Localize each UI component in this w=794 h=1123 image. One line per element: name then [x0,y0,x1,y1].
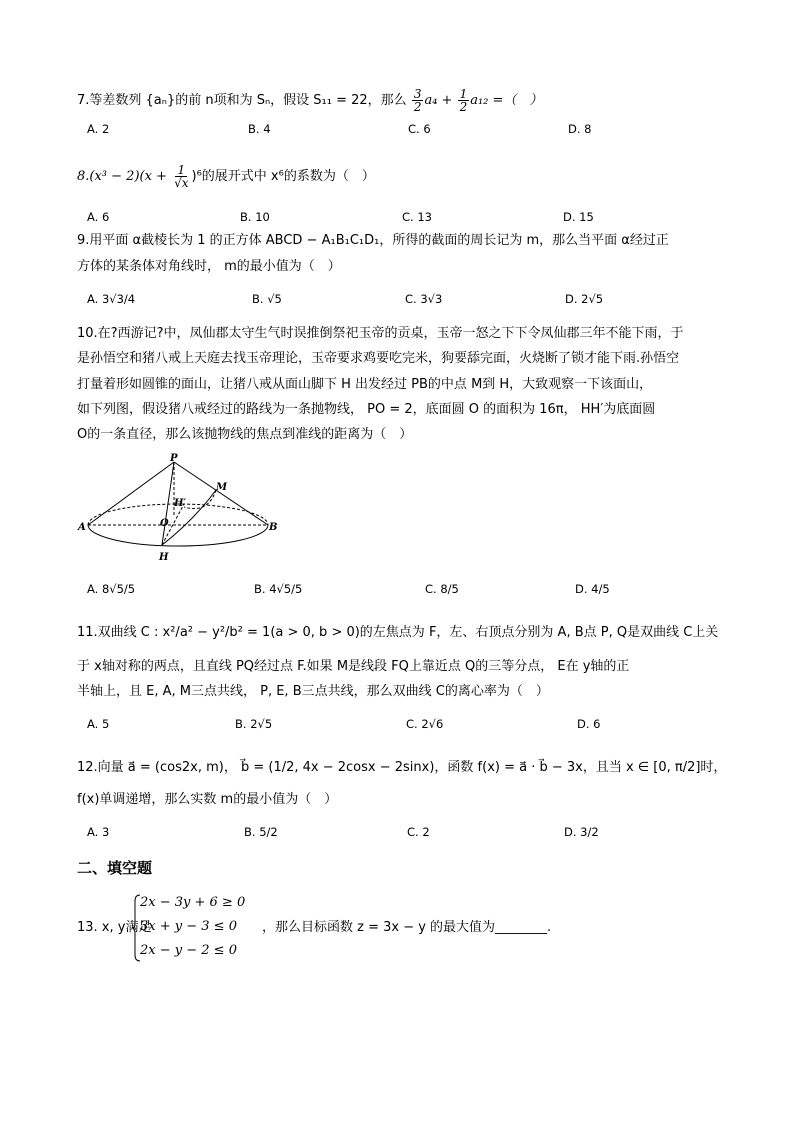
q9-option-b[interactable]: B. √5 [252,292,282,306]
question-9-line-2: 方体的某条体对角线时， m的最小值为（ ） [77,259,341,274]
q11-option-a[interactable]: A. 5 [87,717,110,731]
label-a: A [78,522,86,533]
cone-figure [76,452,280,570]
q7-option-d[interactable]: D. 8 [568,122,592,136]
cone-base-front [88,525,268,546]
q10-option-b[interactable]: B. 4√5/5 [254,582,303,596]
q7-option-b[interactable]: B. 4 [248,122,271,136]
q7-fraction-1: $\frac{3}{2}$ [413,87,422,114]
question-12-line-1: 12.向量 a⃗ = (cos2x, m)， b⃗ = (1/2, 4x − 2cosx − 2sinx)，函数 f(x) = a⃗ · b⃗ − 3x，且当 x ∈ [0, π/2]时， [77,760,727,775]
question-10-line-2: 是孙悟空和猪八戒上天庭去找玉帝理论，玉帝要求鸡要吃完米，狗要舔完面，火烧断了锁才能下雨.孙悟空 [77,351,680,366]
q12-option-d[interactable]: D. 3/2 [564,825,599,839]
q10-option-a[interactable]: A. 8√5/5 [87,582,136,596]
q10-option-d[interactable]: D. 4/5 [575,582,610,596]
q7-option-c[interactable]: C. 6 [408,122,431,136]
question-9-line-1: 9.用平面 α截棱长为 1 的正方体 ABCD − A₁B₁C₁D₁，所得的截面的周长记为 m，那么当平面 α经过正 [77,233,669,248]
question-11-line-1: 11.双曲线 C : x²/a² − y²/b² = 1(a > 0, b > 0)的左焦点为 F，左、右顶点分别为 A, B点 P, Q是双曲线 C上关 [77,625,719,640]
constraint-2: 3x + y − 3 ≤ 0 [140,919,237,934]
q8-fraction: $\frac{1}{√x}$ [174,163,189,190]
question-12-line-2: f(x)单调递增，那么实数 m的最小值为（ ） [77,792,338,807]
q7-option-a[interactable]: A. 2 [87,122,110,136]
q7-fraction-2: $\frac{1}{2}$ [459,87,468,114]
question-10-line-1: 10.在?西游记?中，凤仙郡太守生气时误推倒祭祀玉帝的贡桌，玉帝一怒之下下令凤仙郡三年不能下雨，于 [77,326,684,341]
constraint-3: 2x − y − 2 ≤ 0 [140,943,237,958]
q11-option-d[interactable]: D. 6 [577,717,601,731]
question-8: 8.(x³ − 2)(x + $\frac{1}{√x}$ )⁶的展开式中 x⁶的系数为（ ） [77,163,375,190]
label-b: B [269,522,278,533]
question-11-line-3: 半轴上，且 E, A, M三点共线， P, E, B三点共线，那么双曲线 C的离心率为（ ） [77,684,549,699]
q12-option-a[interactable]: A. 3 [87,825,110,839]
q12-option-b[interactable]: B. 5/2 [244,825,278,839]
question-10-line-3: 打量着形如圆锥的面山，让猪八戒从面山脚下 H 出发经过 PB的中点 M到 H，大致观察一下该面山， [77,377,653,392]
q9-option-c[interactable]: C. 3√3 [405,292,443,306]
q11-option-b[interactable]: B. 2√5 [235,717,273,731]
label-m: M [216,482,228,493]
question-10-line-5: O的一条直径，那么该抛物线的焦点到准线的距离为（ ） [77,427,413,442]
cone-side-right [174,462,268,525]
constraint-1: 2x − 3y + 6 ≥ 0 [140,895,246,910]
q9-option-d[interactable]: D. 2√5 [565,292,604,306]
question-7: 7.等差数列 {aₙ}的前 n项和为 Sₙ，假设 S₁₁ = 22，那么 $\frac{3}{2}$ a₄ + $\frac{1}{2}$ a₁₂ =（ ） [77,87,543,114]
question-13-suffix: ，那么目标函数 z = 3x − y 的最大值为________. [262,920,552,935]
label-h-prime: H′ [174,498,187,509]
label-p: P [170,453,178,464]
question-10-line-4: 如下列图，假设猪八戒经过的路线为一条抛物线， PO = 2，底面圆 O 的面积为 16π， HH′为底面圆 [77,402,656,417]
q8-option-a[interactable]: A. 6 [87,210,110,224]
q8-option-c[interactable]: C. 13 [402,210,432,224]
q12-option-c[interactable]: C. 2 [407,825,430,839]
segment-ph [162,462,174,545]
question-13-prefix: 13. x, y满足 [77,920,152,935]
q8-option-d[interactable]: D. 15 [563,210,594,224]
label-o: O [160,518,169,529]
section-title-fill-in: 二、填空题 [77,859,153,877]
q8-option-b[interactable]: B. 10 [240,210,270,224]
label-h: H [159,552,169,563]
q9-option-a[interactable]: A. 3√3/4 [87,292,136,306]
q7-text: 7.等差数列 {aₙ}的前 n项和为 Sₙ，假设 S₁₁ = 22，那么 [77,93,407,108]
q10-option-c[interactable]: C. 8/5 [425,582,459,596]
parabola-front [162,490,216,545]
q11-option-c[interactable]: C. 2√6 [406,717,444,731]
parabola-back [184,490,216,509]
question-11-line-2: 于 x轴对称的两点，且直线 PQ经过点 F.如果 M是线段 FQ上靠近点 Q的三等分点， E在 y轴的正 [77,659,630,674]
cone-side-left [88,462,174,525]
